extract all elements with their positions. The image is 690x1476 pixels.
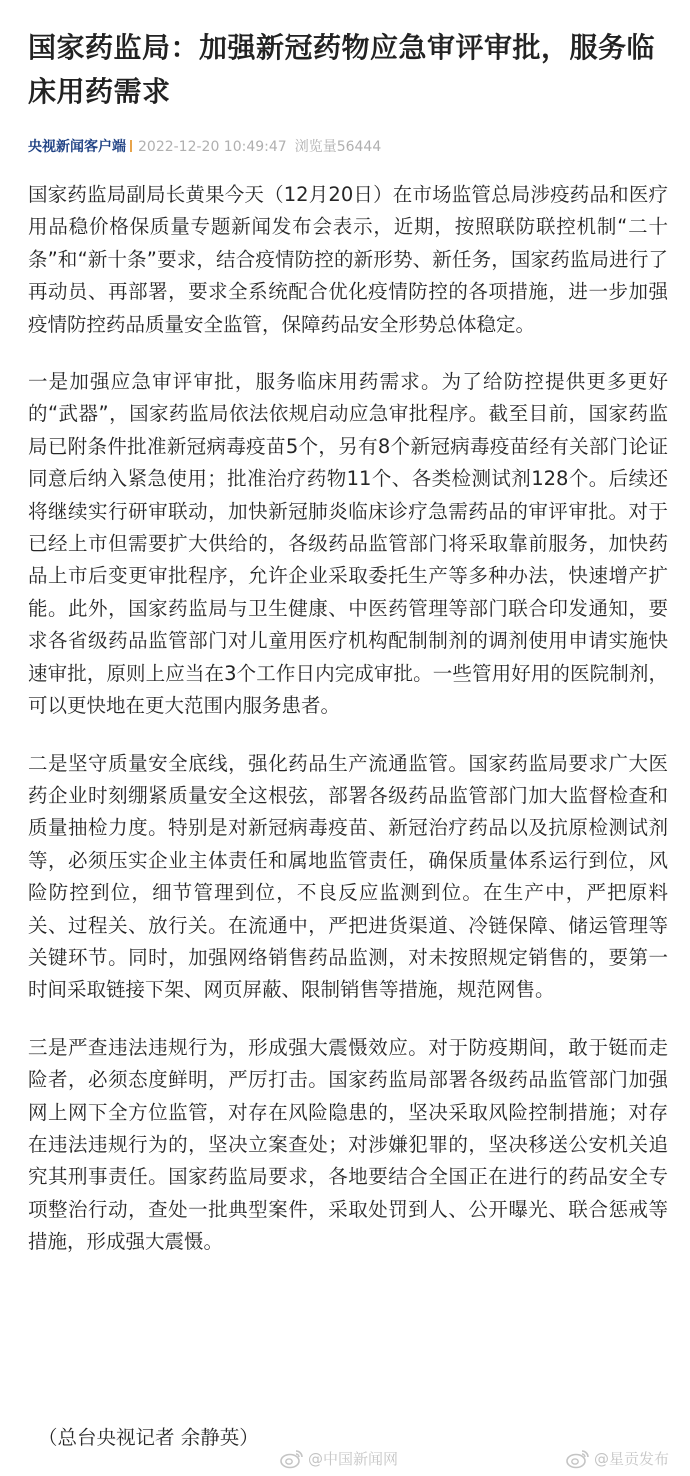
paragraph-intro: 国家药监局副局长黄果今天（12月20日）在市场监管总局涉疫药品和医疗用品稳价格保质量专题新闻发布会表示，近期，按照联防联控机制“二十条”和“新十条”要求，结合疫情防控的新形势、新任务，国家药监局进行了再动员、再部署，要求全系统配合优化疫情防控的各项措施，进一步加强疫情防控药品质量安全监管，保障药品安全形势总体稳定。 [28,183,668,336]
article [28,0,668,1284]
article-body [28,179,668,1259]
reporter-byline: （总台央视记者 余静英） [38,1426,259,1449]
source-link[interactable]: 央视新闻客户端 [28,139,126,155]
watermark-chinanews [280,1446,398,1472]
article-meta [28,137,668,157]
paragraph-3: 三是严查违法违规行为，形成强大震慑效应。对于防疫期间，敢于铤而走险者，必须态度鲜明，严厉打击。国家药监局部署各级药品监管部门加强网上网下全方位监管，对存在风险隐患的，坚决采取风险控制措施；对存在违法违规行为的，坚决立案查处；对涉嫌犯罪的，坚决移送公安机关追究其刑事责任。国家药监局要求，各地要结合全国正在进行的药品安全专项整治行动，查处一批典型案件，采取处罚到人、公开曝光、联合惩戒等措施，形成强大震慑。 [28,1035,668,1254]
meta-divider [130,140,132,152]
weibo-icon [280,1449,304,1469]
article-title: 国家药监局：加强新冠药物应急审评审批，服务临床用药需求 [28,31,656,108]
weibo-icon [566,1449,590,1469]
watermark-text: @中国新闻网 [308,1450,399,1468]
watermark-text: @星贡发布 [594,1450,670,1468]
paragraph-2: 二是坚守质量安全底线，强化药品生产流通监管。国家药监局要求广大医药企业时刻绷紧质量安全这根弦，部署各级药品监管部门加大监督检查和质量抽检力度。特别是对新冠病毒疫苗、新冠治疗药品以及抗原检测试剂等，必须压实企业主体责任和属地监管责任，确保质量体系运行到位，风险防控到位，细节管理到位，不良反应监测到位。在生产中，严把原料关、过程关、放行关。在流通中，严把进货渠道、冷链保障、储运管理等关键环节。同时，加强网络销售药品监测，对未按照规定销售的，要第一时间采取链接下架、网页屏蔽、限制销售等措施，规范网售。 [28,751,668,1002]
paragraph-1: 一是加强应急审评审批，服务临床用药需求。为了给防控提供更多更好的“武器”，国家药监局依法依规启动应急审批程序。截至目前，国家药监局已附条件批准新冠病毒疫苗5个，另有8个新冠病毒疫苗经有关部门论证同意后纳入紧急使用；批准治疗药物11个、各类检测试剂128个。后续还将继续实行研审联动，加快新冠肺炎临床诊疗急需药品的审评审批。对于已经上市但需要扩大供给的，各级药品监管部门将采取靠前服务，加快药品上市后变更审批程序，允许企业采取委托生产等多种办法，快速增产扩能。此外，国家药监局与卫生健康、中医药管理等部门联合印发通知，要求各省级药品监管部门对儿童用医疗机构配制制剂的调剂使用申请实施快速审批，原则上应当在3个工作日内完成审批。一些管用好用的医院制剂，可以更快地在更大范围内服务患者。 [28,370,668,718]
publish-datetime: 2022-12-20 10:49:47 [138,139,287,155]
view-count: 浏览量56444 [294,139,382,155]
watermark-publisher [566,1446,669,1472]
